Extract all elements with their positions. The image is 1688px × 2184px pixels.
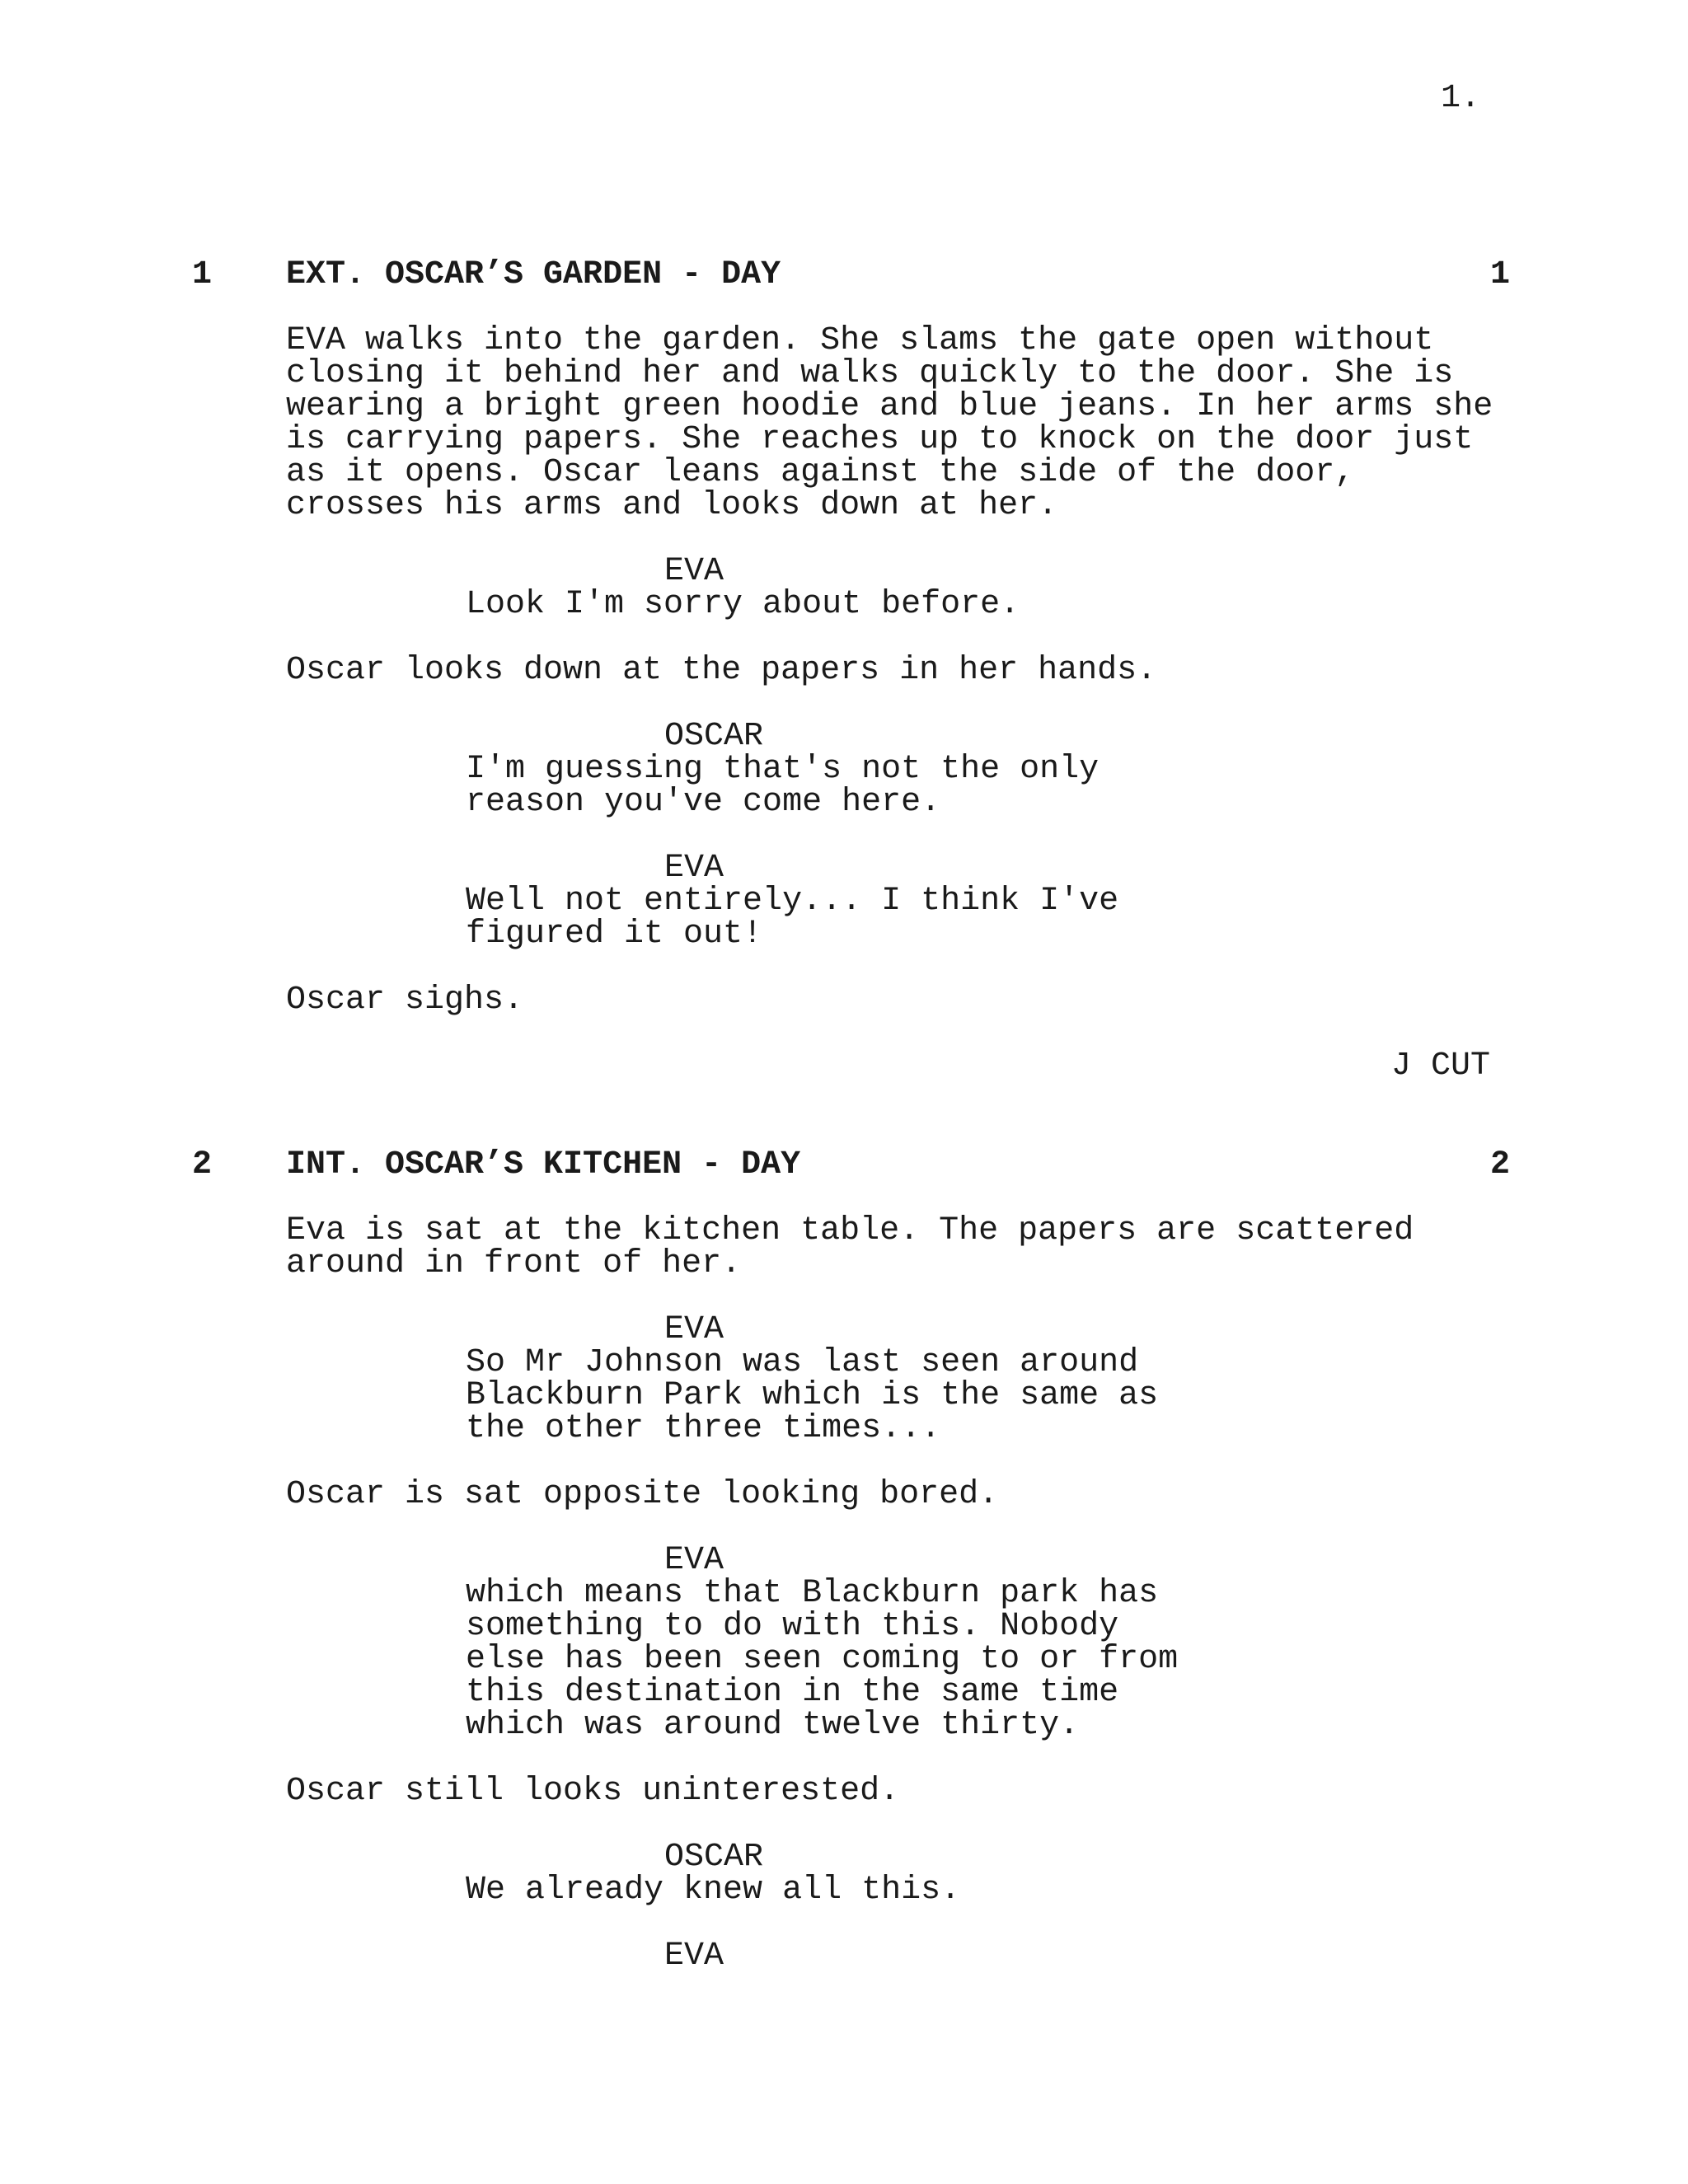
dialogue-line: else has been seen coming to or from <box>466 1641 1179 1678</box>
dialogue-line: We already knew all this. <box>466 1872 961 1909</box>
dialogue-line: which was around twelve thirty. <box>466 1707 1080 1744</box>
action-line: is carrying papers. She reaches up to knock on the door just <box>286 421 1474 458</box>
scene-number-right: 2 <box>1490 1146 1511 1183</box>
page-number: 1. <box>1441 80 1481 117</box>
dialogue-line: figured it out! <box>466 916 763 953</box>
dialogue-line: I'm guessing that's not the only <box>466 751 1100 788</box>
dialogue-line: Look I'm sorry about before. <box>466 586 1020 623</box>
character-name: EVA <box>664 850 724 887</box>
action-line: Eva is sat at the kitchen table. The papers are scattered <box>286 1212 1414 1249</box>
dialogue-line: this destination in the same time <box>466 1674 1119 1711</box>
action-line: wearing a bright green hoodie and blue jeans. In her arms she <box>286 388 1493 425</box>
action-line: closing it behind her and walks quickly to the door. She is <box>286 355 1454 392</box>
dialogue-line: reason you've come here. <box>466 784 941 821</box>
character-name: OSCAR <box>664 1839 764 1876</box>
scene-number-left: 1 <box>192 256 213 293</box>
scene-number-right: 1 <box>1490 256 1511 293</box>
dialogue-line: which means that Blackburn park has <box>466 1575 1159 1612</box>
scene-heading: INT. OSCAR’S KITCHEN - DAY <box>286 1146 801 1183</box>
character-name: OSCAR <box>664 718 764 755</box>
action-line: crosses his arms and looks down at her. <box>286 487 1058 524</box>
transition: J CUT <box>1391 1047 1491 1085</box>
character-name: EVA <box>664 553 724 590</box>
character-name: EVA <box>664 1938 724 1975</box>
dialogue-line: Blackburn Park which is the same as <box>466 1377 1159 1414</box>
action-line: around in front of her. <box>286 1245 742 1282</box>
dialogue-line: So Mr Johnson was last seen around <box>466 1344 1139 1381</box>
dialogue-line: Well not entirely... I think I've <box>466 883 1119 920</box>
action-line: as it opens. Oscar leans against the side of the door, <box>286 454 1355 491</box>
character-name: EVA <box>664 1311 724 1348</box>
scene-heading: EXT. OSCAR’S GARDEN - DAY <box>286 256 781 293</box>
action-line: Oscar sighs. <box>286 982 524 1019</box>
action-line: Oscar looks down at the papers in her hands. <box>286 652 1157 689</box>
dialogue-line: the other three times... <box>466 1410 941 1447</box>
action-line: Oscar still looks uninterested. <box>286 1773 900 1810</box>
action-line: EVA walks into the garden. She slams the gate open without <box>286 322 1434 359</box>
action-line: Oscar is sat opposite looking bored. <box>286 1476 999 1513</box>
scene-number-left: 2 <box>192 1146 213 1183</box>
dialogue-line: something to do with this. Nobody <box>466 1608 1119 1645</box>
character-name: EVA <box>664 1542 724 1579</box>
